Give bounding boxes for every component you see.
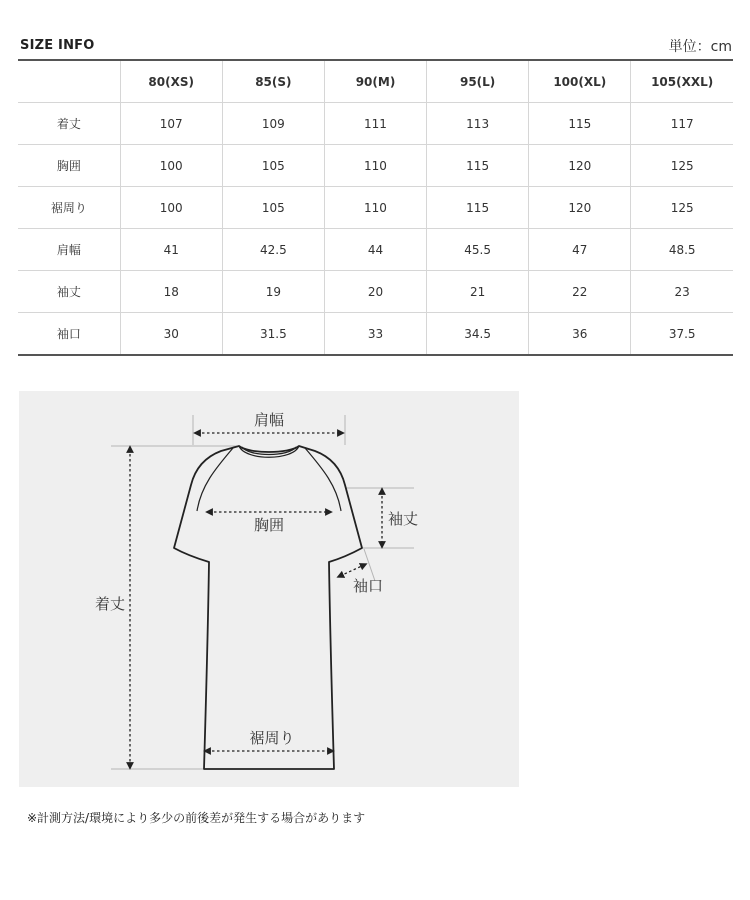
table-cell: 34.5 [427, 313, 529, 356]
table-cell: 100 [120, 187, 222, 229]
table-cell: 115 [427, 145, 529, 187]
unit-label: 単位：cm [668, 39, 732, 55]
label-shoulder: 肩幅 [253, 411, 285, 429]
table-cell: 110 [324, 187, 426, 229]
table-cell: 44 [324, 229, 426, 271]
table-cell: 22 [529, 271, 631, 313]
row-label: 裾周り [18, 187, 120, 229]
table-cell: 110 [324, 145, 426, 187]
table-row [18, 145, 733, 187]
table-cell: 19 [222, 271, 324, 313]
table-cell: 18 [120, 271, 222, 313]
row-label: 袖丈 [18, 271, 120, 313]
table-cell: 36 [529, 313, 631, 356]
row-label: 胸囲 [18, 145, 120, 187]
table-cell: 41 [120, 229, 222, 271]
row-label: 着丈 [18, 103, 120, 145]
dress-outline [174, 446, 362, 769]
column-header: 80(XS) [120, 60, 222, 103]
row-label: 袖口 [18, 313, 120, 356]
size-table [18, 59, 733, 356]
label-cuff: 袖口 [352, 577, 384, 595]
table-cell: 125 [631, 187, 733, 229]
measurement-note: ※計測方法/環境により多少の前後差が発生する場合があります [27, 811, 366, 825]
label-sleeve-length: 袖丈 [388, 510, 419, 528]
size-info-title: SIZE INFO [20, 38, 95, 53]
table-cell: 117 [631, 103, 733, 145]
table-cell: 42.5 [222, 229, 324, 271]
table-cell: 48.5 [631, 229, 733, 271]
table-cell: 120 [529, 145, 631, 187]
table-cell: 115 [529, 103, 631, 145]
table-cell: 100 [120, 145, 222, 187]
table-cell: 23 [631, 271, 733, 313]
table-row [18, 271, 733, 313]
table-cell: 31.5 [222, 313, 324, 356]
row-label: 肩幅 [18, 229, 120, 271]
table-row [18, 103, 733, 145]
dress-illustration [19, 391, 519, 787]
table-cell: 33 [324, 313, 426, 356]
table-row [18, 187, 733, 229]
table-cell: 125 [631, 145, 733, 187]
table-cell: 30 [120, 313, 222, 356]
label-length: 着丈 [94, 595, 126, 613]
table-cell: 109 [222, 103, 324, 145]
size-info-header [18, 36, 732, 58]
column-header: 95(L) [427, 60, 529, 103]
table-cell: 115 [427, 187, 529, 229]
table-row [18, 229, 733, 271]
column-header: 100(XL) [529, 60, 631, 103]
table-cell: 105 [222, 145, 324, 187]
column-header: 105(XXL) [631, 60, 733, 103]
table-cell: 37.5 [631, 313, 733, 356]
table-cell: 113 [427, 103, 529, 145]
label-chest: 胸囲 [253, 516, 285, 534]
table-cell: 111 [324, 103, 426, 145]
garment-diagram [19, 391, 519, 787]
table-cell: 107 [120, 103, 222, 145]
table-cell: 20 [324, 271, 426, 313]
table-row [18, 313, 733, 356]
label-hem: 裾周り [249, 729, 295, 747]
table-cell: 120 [529, 187, 631, 229]
table-cell: 105 [222, 187, 324, 229]
column-header: 90(M) [324, 60, 426, 103]
table-header-row [18, 60, 733, 103]
table-cell: 21 [427, 271, 529, 313]
table-cell: 45.5 [427, 229, 529, 271]
table-cell: 47 [529, 229, 631, 271]
column-header [18, 60, 120, 103]
column-header: 85(S) [222, 60, 324, 103]
